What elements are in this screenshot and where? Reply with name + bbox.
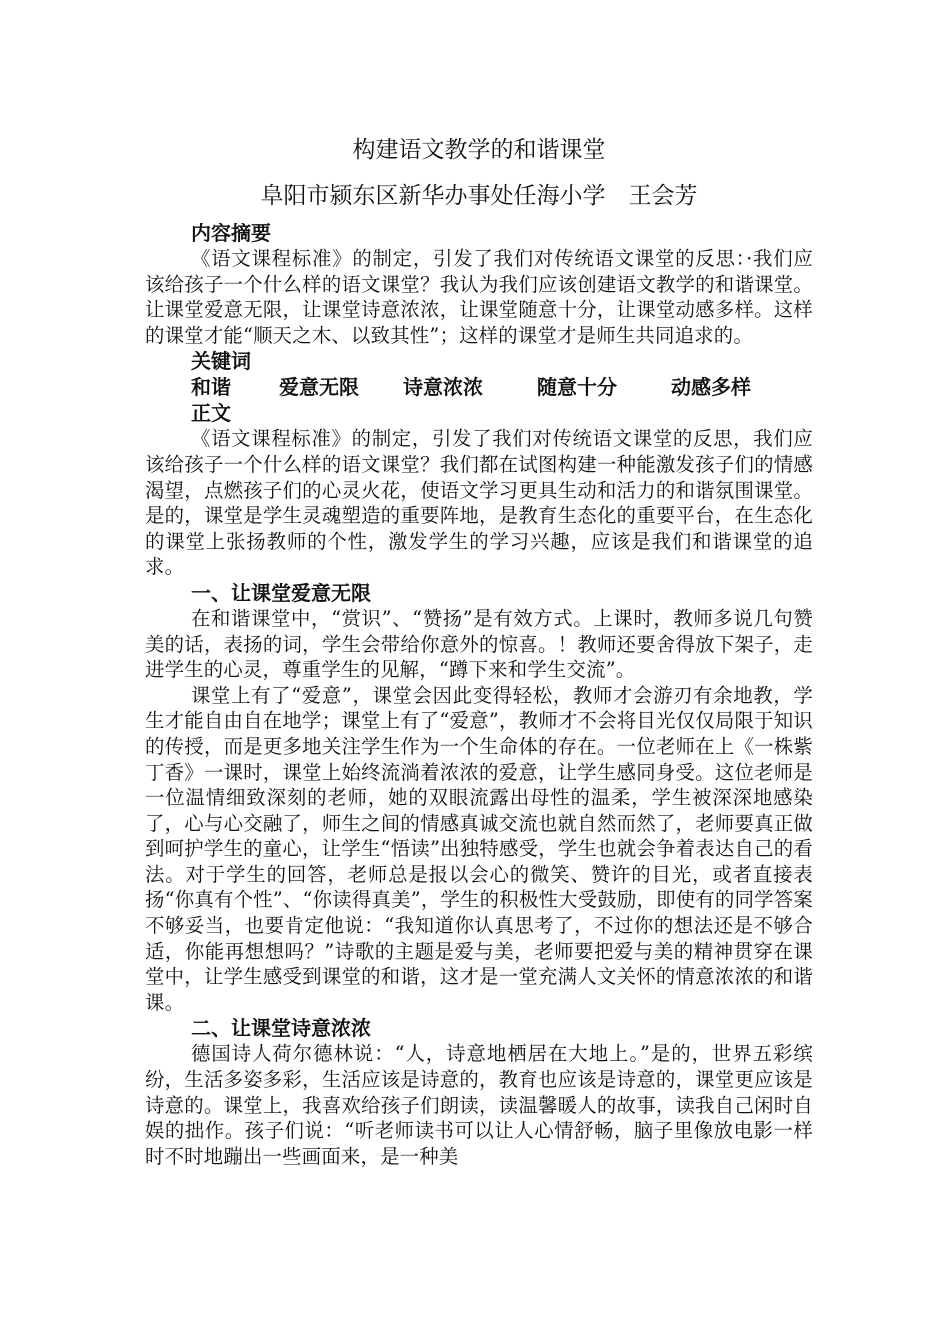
- keyword: 和谐: [191, 375, 231, 400]
- keyword: 动感多样: [671, 375, 751, 400]
- body-intro-paragraph: 《语文课程标准》的制定，引发了我们对传统语文课堂的反思，我们应该给孩子一个什么样的语文课堂？我们都在试图构建一种能激发孩子们的情感渴望，点燃孩子们的心灵火花，使语文学习更具生动和活力的和谐氛围课堂。是的，课堂是学生灵魂塑造的重要阵地，是教育生态化的重要平台，在生态化的课堂上张扬教师的个性，激发学生的学习兴趣，应该是我们和谐课堂的追求。: [145, 427, 813, 579]
- body-heading: 正文: [191, 401, 231, 426]
- section-heading: 二、让课堂诗意浓浓: [191, 1016, 371, 1041]
- document-title: 构建语文教学的和谐课堂: [352, 137, 606, 163]
- keyword: 爱意无限: [279, 375, 359, 400]
- author-line: 阜阳市颍东区新华办事处任海小学 王会芳: [260, 183, 698, 209]
- keyword: 随意十分: [537, 375, 617, 400]
- section-paragraph: 德国诗人荷尔德林说：“人，诗意地栖居在大地上。”是的，世界五彩缤纷，生活多姿多彩，生活应该是诗意的，教育也应该是诗意的，课堂更应该是诗意的。课堂上，我喜欢给孩子们朗读，读温馨暖人的故事，读我自己闲时自娱的拙作。孩子们说：“听老师读书可以让人心情舒畅，脑子里像放电影一样时不时地蹦出一些画面来，是一种美: [145, 1042, 813, 1168]
- keywords-heading: 关键词: [191, 349, 251, 374]
- section-paragraph: 在和谐课堂中，“赏识”、“赞扬”是有效方式。上课时，教师多说几句赞美的话，表扬的词，学生会带给你意外的惊喜。！教师还要舍得放下架子，走进学生的心灵，尊重学生的见解，“蹲下来和学生交流”。: [145, 606, 813, 682]
- keyword: 诗意浓浓: [403, 375, 483, 400]
- abstract-paragraph: 《语文课程标准》的制定，引发了我们对传统语文课堂的反思：·我们应该给孩子一个什么样的语文课堂？我认为我们应该创建语文教学的和谐课堂。让课堂爱意无限，让课堂诗意浓浓，让课堂随意十分，让课堂动感多样。这样的课堂才能“顺天之木、以致其性”；这样的课堂才是师生共同追求的。: [145, 247, 813, 347]
- section-heading: 一、让课堂爱意无限: [191, 580, 371, 605]
- abstract-heading: 内容摘要: [191, 221, 271, 245]
- section-paragraph: 课堂上有了“爱意”，课堂会因此变得轻松，教师才会游刃有余地教，学生才能自由自在地学；课堂上有了“爱意”，教师才不会将目光仅仅局限于知识的传授，而是更多地关注学生作为一个生命体的存在。一位老师在上《一株紫丁香》一课时，课堂上始终流淌着浓浓的爱意，让学生感同身受。这位老师是一位温情细致深刻的老师，她的双眼流露出母性的温柔，学生被深深地感染了，心与心交融了，师生之间的情感真诚交流也就自然而然了，老师要真正做到呵护学生的童心，让学生“悟读”出独特感受，学生也就会争着表达自己的看法。对于学生的回答，老师总是报以会心的微笑、赞许的目光，或者直接表扬“你真有个性”、“你读得真美”，学生的积极性大受鼓励，即使有的同学答案不够妥当，也要肯定他说：“我知道你认真思考了，不过你的想法还是不够合适，你能再想想吗？”诗歌的主题是爱与美，老师要把爱与美的精神贯穿在课堂中，让学生感受到课堂的和谐，这才是一堂充满人文关怀的情意浓浓的和谐课。: [145, 683, 813, 1014]
- keywords-list: [145, 374, 813, 400]
- document-page: [145, 130, 813, 1169]
